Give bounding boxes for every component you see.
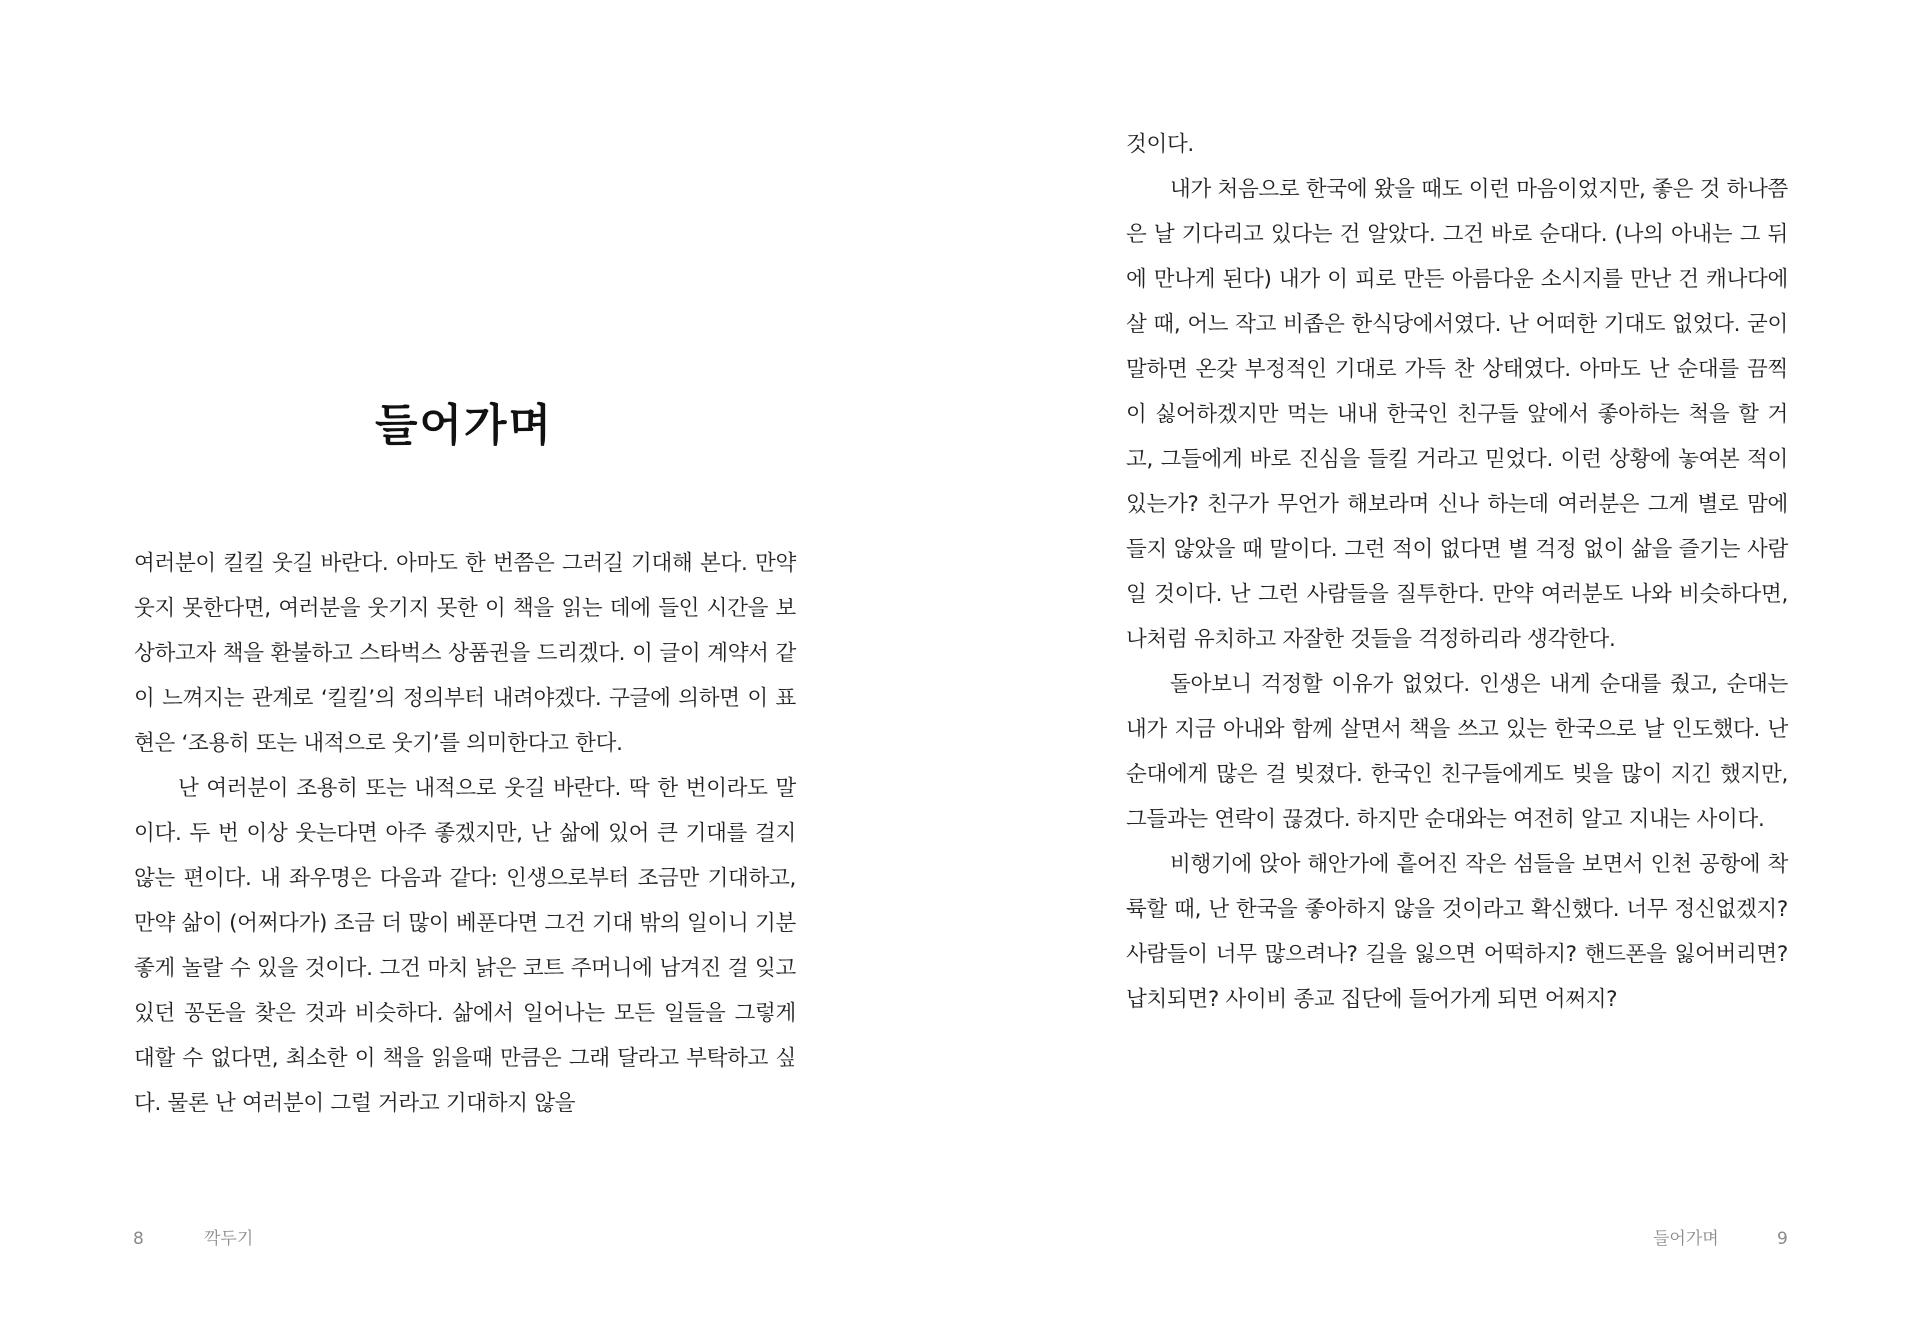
- paragraph: 돌아보니 걱정할 이유가 없었다. 인생은 내게 순대를 줬고, 순대는 내가 지금 아내와 함께 살면서 책을 쓰고 있는 한국으로 날 인도했다. 난 순대에게 많은 걸 빚졌다. 한국인 친구들에게도 빚을 많이 지긴 했지만, 그들과는 연락이 끊겼다. 하지만 순대와는 여전히 알고 지내는 사이다.: [1126, 672, 1788, 832]
- paragraph: 여러분이 킬킬 웃길 바란다. 아마도 한 번쯤은 그러길 기대해 본다. 만약 웃지 못한다면, 여러분을 웃기지 못한 이 책을 읽는 데에 들인 시간을 보상하고자 책을 환불하고 스타벅스 상품권을 드리겠다. 이 글이 계약서 같이 느껴지는 관계로 ‘킬킬’의 정의부터 내려야겠다. 구글에 의하면 이 표현은 ‘조용히 또는 내적으로 웃기’를 의미한다고 한다.: [134, 551, 796, 756]
- paragraph: 비행기에 앉아 해안가에 흩어진 작은 섬들을 보면서 인천 공항에 착륙할 때, 난 한국을 좋아하지 않을 것이라고 확신했다. 너무 정신없겠지? 사람들이 너무 많으려나? 길을 잃으면 어떡하지? 핸드폰을 잃어버리면? 납치되면? 사이비 종교 집단에 들어가게 되면 어쩌지?: [1126, 852, 1788, 1012]
- running-head: 들어가며: [1653, 1229, 1719, 1249]
- right-page: [960, 0, 1920, 1333]
- paragraph: 것이다.: [1126, 132, 1194, 157]
- left-page-body: [134, 541, 796, 1126]
- paragraph: 내가 처음으로 한국에 왔을 때도 이런 마음이었지만, 좋은 것 하나쯤은 날 기다리고 있다는 건 알았다. 그건 바로 순대다. (나의 아내는 그 뒤에 만나게 된다) 내가 이 피로 만든 아름다운 소시지를 만난 건 캐나다에 살 때, 어느 작고 비좁은 한식당에서였다. 난 어떠한 기대도 없었다. 굳이 말하면 온갖 부정적인 기대로 가득 찬 상태였다. 아마도 난 순대를 끔찍이 싫어하겠지만 먹는 내내 한국인 친구들 앞에서 좋아하는 척을 할 거고, 그들에게 바로 진심을 들킬 거라고 믿었다. 이런 상황에 놓여본 적이 있는가? 친구가 무언가 해보라며 신나 하는데 여러분은 그게 별로 맘에 들지 않았을 때 말이다. 그런 적이 없다면 별 걱정 없이 삶을 즐기는 사람일 것이다. 난 그런 사람들을 질투한다. 만약 여러분도 나와 비슷하다면, 나처럼 유치하고 자잘한 것들을 걱정하리라 생각한다.: [1126, 177, 1789, 652]
- page-number: 9: [1777, 1229, 1788, 1249]
- right-page-body: [1126, 122, 1788, 1022]
- chapter-title: 들어가며: [374, 400, 553, 451]
- paragraph: 난 여러분이 조용히 또는 내적으로 웃길 바란다. 딱 한 번이라도 말이다. 두 번 이상 웃는다면 아주 좋겠지만, 난 삶에 있어 큰 기대를 걸지 않는 편이다. 내 좌우명은 다음과 같다: 인생으로부터 조금만 기대하고, 만약 삶이 (어쩌다가) 조금 더 많이 베푼다면 그건 기대 밖의 일이니 기분 좋게 놀랄 수 있을 것이다. 그건 마치 낡은 코트 주머니에 남겨진 걸 잊고 있던 꽁돈을 찾은 것과 비슷하다. 삶에서 일어나는 모든 일들을 그렇게 대할 수 없다면, 최소한 이 책을 읽을때 만큼은 그래 달라고 부탁하고 싶다. 물론 난 여러분이 그럴 거라고 기대하지 않을: [134, 776, 796, 1116]
- running-head: 깍두기: [204, 1229, 254, 1249]
- page-number: 8: [133, 1229, 144, 1249]
